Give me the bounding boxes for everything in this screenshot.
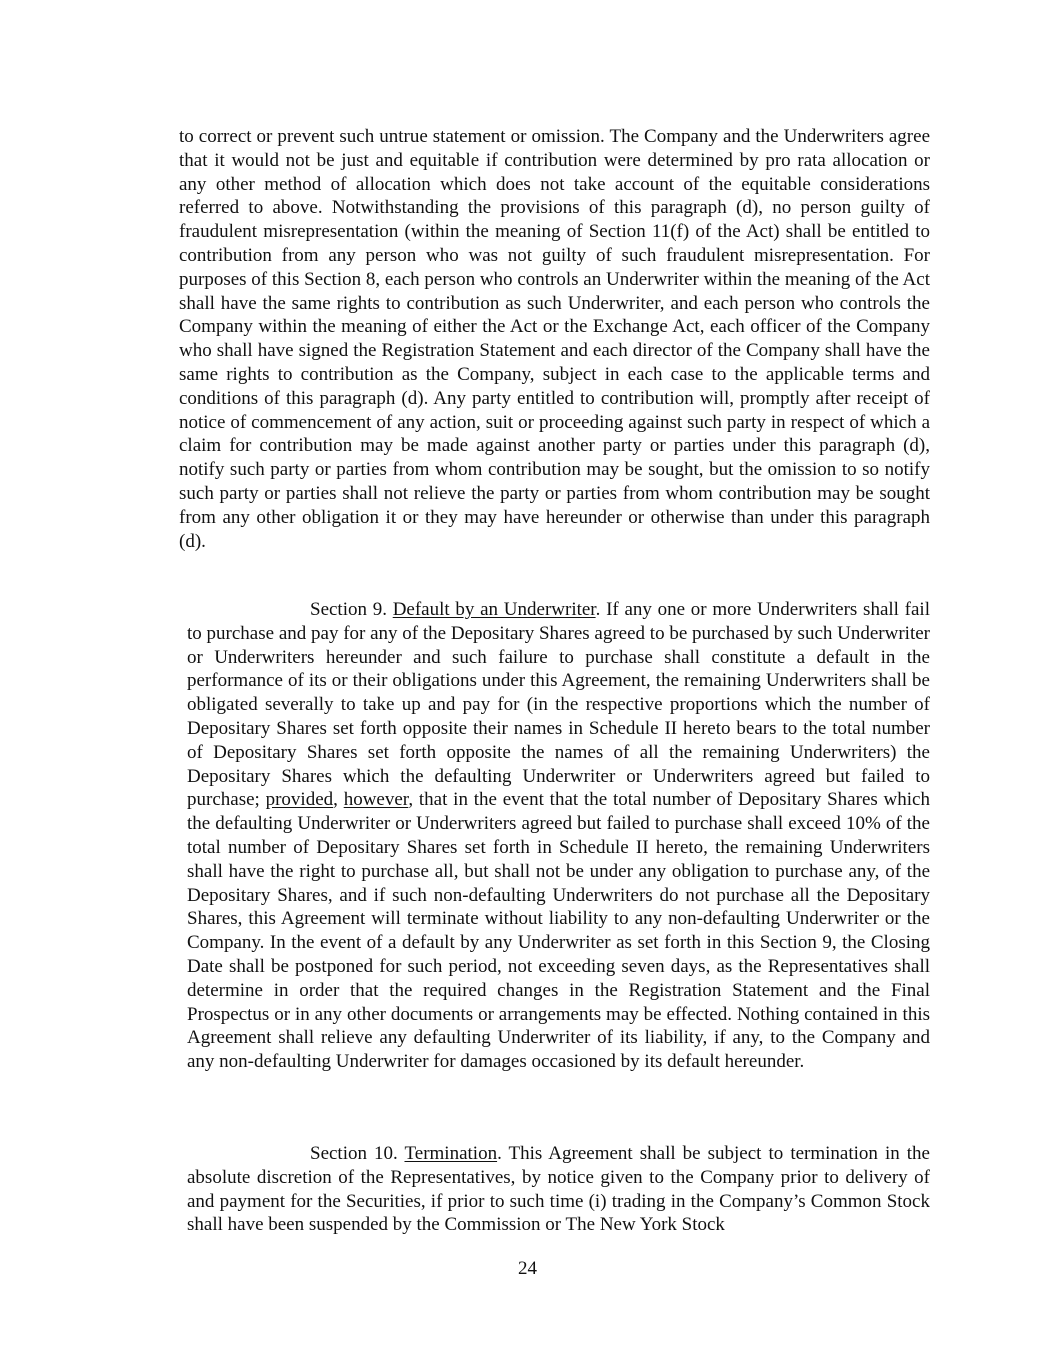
paragraph-contribution-continued: to correct or prevent such untrue statement or omission. The Company and the Underwriters agree that it would not be just and equitable if contribution were determined by pro rata allocation or any other method of allocation which does not take account of the equitable considerations referred to above. Notwithstanding the provisions of this paragraph (d), no person guilty of fraudulent misrepresentation (within the meaning of Section 11(f) of the Act) shall be entitled to contribution from any person who was not guilty of such fraudulent misrepresentation. For purposes of this Section 8, each person who controls an Underwriter within the meaning of the Act shall have the same rights to contribution as such Underwriter, and each person who controls the Company within the meaning of either the Act or the Exchange Act, each officer of the Company who shall have signed the Registration Statement and each director of the Company shall have the same rights to contribution as the Company, subject in each case to the applicable terms and conditions of this paragraph (d). Any party entitled to contribution will, promptly after receipt of notice of commencement of any action, suit or proceeding against such party in respect of which a claim for contribution may be made against another party or parties under this paragraph (d), notify such party or parties from whom contribution may be sought, but the omission to so notify such party or parties shall not relieve the party or parties from whom contribution may be sought from any other obligation it or they may have hereunder or otherwise than under this paragraph (d). xyxy=(179,126,930,552)
provided-term: provided xyxy=(265,789,334,811)
section-9-heading: Default by an Underwriter xyxy=(392,599,596,620)
section-9-number: Section 9. xyxy=(310,599,387,620)
section-9-paragraph xyxy=(187,598,930,1074)
section-10-text: . This Agreement shall be subject to termination in the absolute discretion of the Representatives, by notice given to the Company prior to delivery of and payment for the Securities, if prior to such time (i) trading in the Company’s Common Stock shall have been suspended by the Commission or The New York Stock xyxy=(187,1143,930,1236)
comma: , xyxy=(333,789,344,811)
page-number: 24 xyxy=(518,1258,537,1279)
section-10-paragraph xyxy=(187,1142,930,1237)
section-9-text-2: , that in the event that the total number of Depositary Shares which the defaulting Underwriter or Underwriters agreed but failed to purchase shall exceed 10% of the total number of Depositary Shares set forth in Schedule II hereto, the remaining Underwriters shall have the right to purchase all, but shall not be under any obligation to purchase any, of the Depositary Shares, and if such non-defaulting Underwriters do not purchase all the Depositary Shares, this Agreement will terminate without liability to any non-defaulting Underwriter or the Company. In the event of a default by any Underwriter as set forth in this Section 9, the Closing Date shall be postponed for such period, not exceeding seven days, as the Representatives shall determine in order that the required changes in the Registration Statement and the Final Prospectus or in any other documents or arrangements may be effected. Nothing contained in this Agreement shall relieve any defaulting Underwriter of its liability, if any, to the Company and any non-defaulting Underwriter for damages occasioned by its default hereunder. xyxy=(187,789,930,1073)
however-term: however xyxy=(343,789,409,811)
section-10-heading: Termination xyxy=(404,1143,498,1164)
section-10-number: Section 10. xyxy=(310,1143,398,1164)
section-9-text-1: . If any one or more Underwriters shall fail to purchase and pay for any of the Depositary Shares agreed to be purchased by such Underwriter or Underwriters hereunder and such failure to purchase shall constitute a default in the performance of its or their obligations under this Agreement, the remaining Underwriters shall be obligated severally to take up and pay for (in the respective proportions which the number of Depositary Shares set forth opposite their names in Schedule II hereto bears to the total number of Depositary Shares set forth opposite the names of all the remaining Underwriters) the Depositary Shares which the defaulting Underwriter or Underwriters agreed but failed to purchase; xyxy=(187,599,930,811)
